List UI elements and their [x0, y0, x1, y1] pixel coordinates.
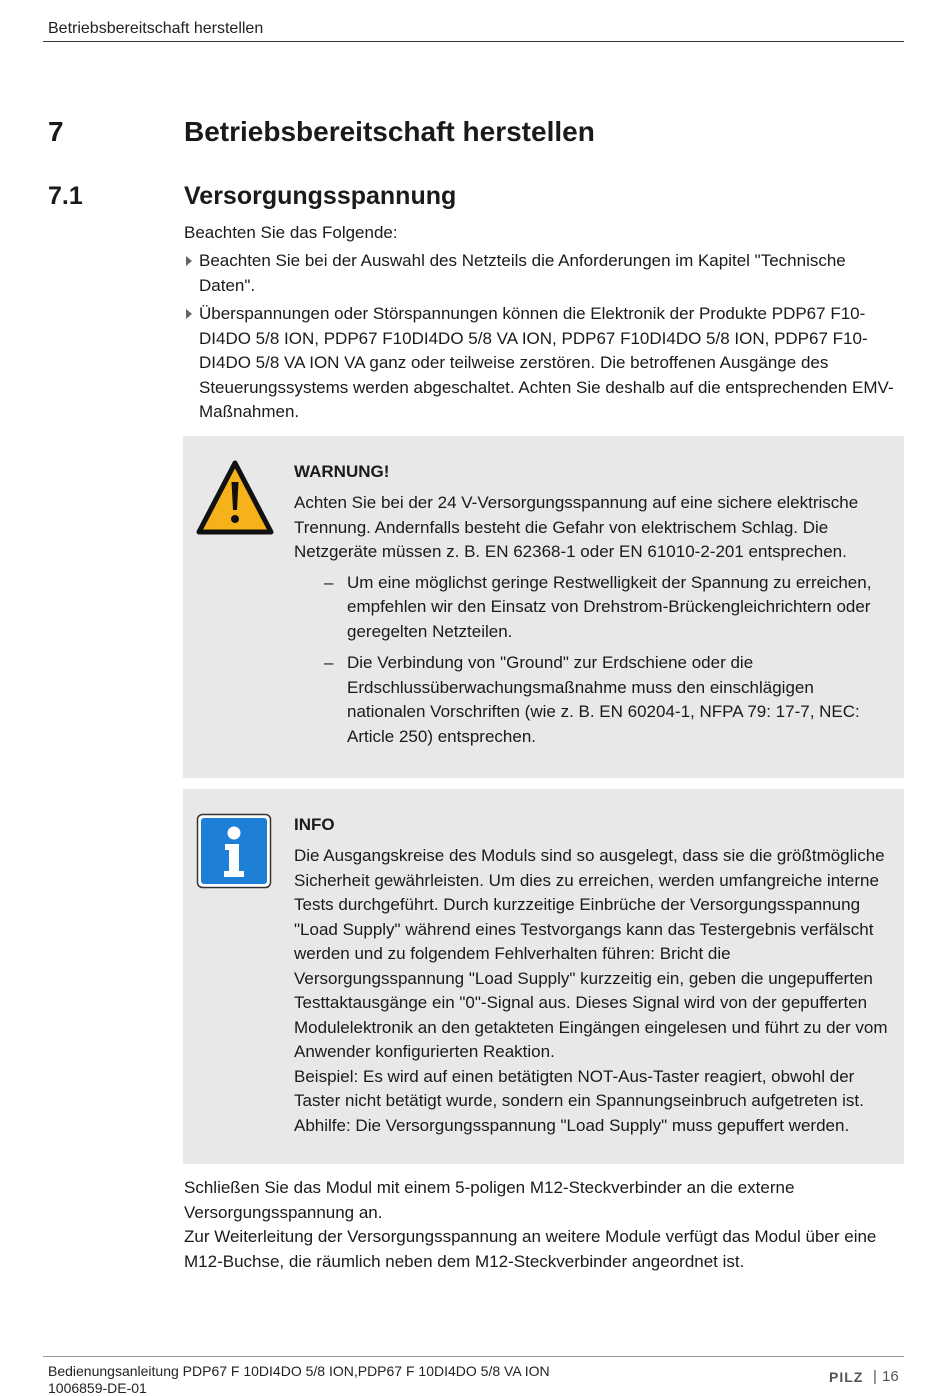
running-header: Betriebsbereitschaft herstellen [48, 20, 264, 37]
section-title: Versorgungsspannung [184, 182, 457, 210]
dash-text: Um eine möglichst geringe Restwelligkeit der Spannung zu erreichen, empfehlen wir den Einsatz von Drehstrom-Brückengleichrichtern oder geregelten Netzteilen. [347, 572, 872, 641]
warning-heading: WARNUNG! [294, 462, 390, 481]
list-item [184, 302, 904, 425]
warning-dash-list [294, 571, 894, 750]
closing-paragraph: Zur Weiterleitung der Versorgungsspannung an weitere Module verfügt das Modul über eine M12-Buchse, die räumlich neben dem M12-Steckverbinder angeordnet ist. [184, 1227, 877, 1271]
bullet-list [184, 249, 904, 429]
list-item [184, 249, 904, 298]
info-icon [196, 813, 272, 889]
info-text: Die Ausgangskreise des Moduls sind so ausgelegt, dass sie die größtmögliche Sicherheit gewährleisten. Um dies zu erreichen, werden umfangreiche interne Tests durchgeführt. Durch kurzzeitige Einbrüche der Versorgungsspannung "Load Supply" während eines Testvorgangs kann das Testergebnis verfälscht werden und zu folgendem Fehlverhalten führen: Bricht die Versorgungsspannung "Load Supply" kurzzeitig ein, geben die ungepufferten Testtaktausgänge ein "0"-Signal aus. Dieses Signal wird von der gepufferten Modulelektronik an den getakteten Eingängen eingelesen und führt zu der vom Anwender konfigurierten Reaktion. [294, 846, 888, 1061]
warning-box [183, 436, 904, 778]
chapter-number: 7 [48, 116, 64, 147]
page-number: 16 [882, 1368, 899, 1385]
warning-content [294, 461, 894, 756]
footer-separator: | [873, 1368, 877, 1385]
footer-rule [43, 1356, 904, 1357]
info-remedy: Abhilfe: Die Versorgungsspannung "Load Supply" muss gepuffert werden. [294, 1115, 850, 1135]
warning-text: Achten Sie bei der 24 V-Versorgungsspannung auf eine sichere elektrische Trennung. Andernfalls besteht die Gefahr von elektrischem Schlag. Die Netzgeräte müssen z. B. EN 62368-1 oder EN 61010-2-201 entsprechen. [294, 493, 859, 561]
info-example: Beispiel: Es wird auf einen betätigten NOT-Aus-Taster reagiert, obwohl der Taster nicht betätigt wurde, sondern ein Spannungseinbruch aufgetreten ist. [294, 1066, 864, 1110]
warning-triangle-icon [196, 460, 274, 536]
pilz-logo: PILZ [829, 1369, 864, 1385]
dash-marker: – [324, 653, 334, 672]
bullet-arrow-icon [186, 256, 192, 266]
footer-document-number: 1006859-DE-01 [48, 1380, 147, 1396]
closing-text [184, 1176, 904, 1274]
bullet-arrow-icon [186, 309, 192, 319]
footer-document-title: Bedienungsanleitung PDP67 F 10DI4DO 5/8 ION,PDP67 F 10DI4DO 5/8 VA ION [48, 1363, 550, 1379]
dash-marker: – [324, 572, 334, 592]
info-box [183, 789, 904, 1164]
chapter-title: Betriebsbereitschaft herstellen [184, 116, 595, 147]
list-item [294, 651, 894, 749]
intro-text: Beachten Sie das Folgende: [184, 223, 398, 242]
info-content [294, 814, 894, 1138]
closing-paragraph: Schließen Sie das Modul mit einem 5-poligen M12-Steckverbinder an die externe Versorgungsspannung an. [184, 1178, 795, 1222]
bullet-text: Beachten Sie bei der Auswahl des Netzteils die Anforderungen im Kapitel "Technische Daten". [199, 251, 846, 295]
info-heading: INFO [294, 815, 335, 834]
bullet-text: Überspannungen oder Störspannungen können die Elektronik der Produkte PDP67 F10-DI4DO 5/8 ION, PDP67 F10DI4DO 5/8 VA ION, PDP67 F10DI4DO 5/8 ION, PDP67 F10-DI4DO 5/8 VA ION VA ganz oder teilweise zerstören. Die betroffenen Ausgänge des Steuerungssystems werden abgeschaltet. Achten Sie deshalb auf die entsprechenden EMV-Maßnahmen. [199, 304, 894, 421]
header-rule [43, 41, 904, 42]
section-number: 7.1 [48, 182, 83, 210]
list-item [294, 571, 894, 645]
dash-text: Die Verbindung von "Ground" zur Erdschiene oder die Erdschlussüberwachungsmaßnahme muss den einschlägigen nationalen Vorschriften (wie z. B. EN 60204-1, NFPA 79: 17-7, NEC: Article 250) entsprechen. [347, 653, 860, 746]
